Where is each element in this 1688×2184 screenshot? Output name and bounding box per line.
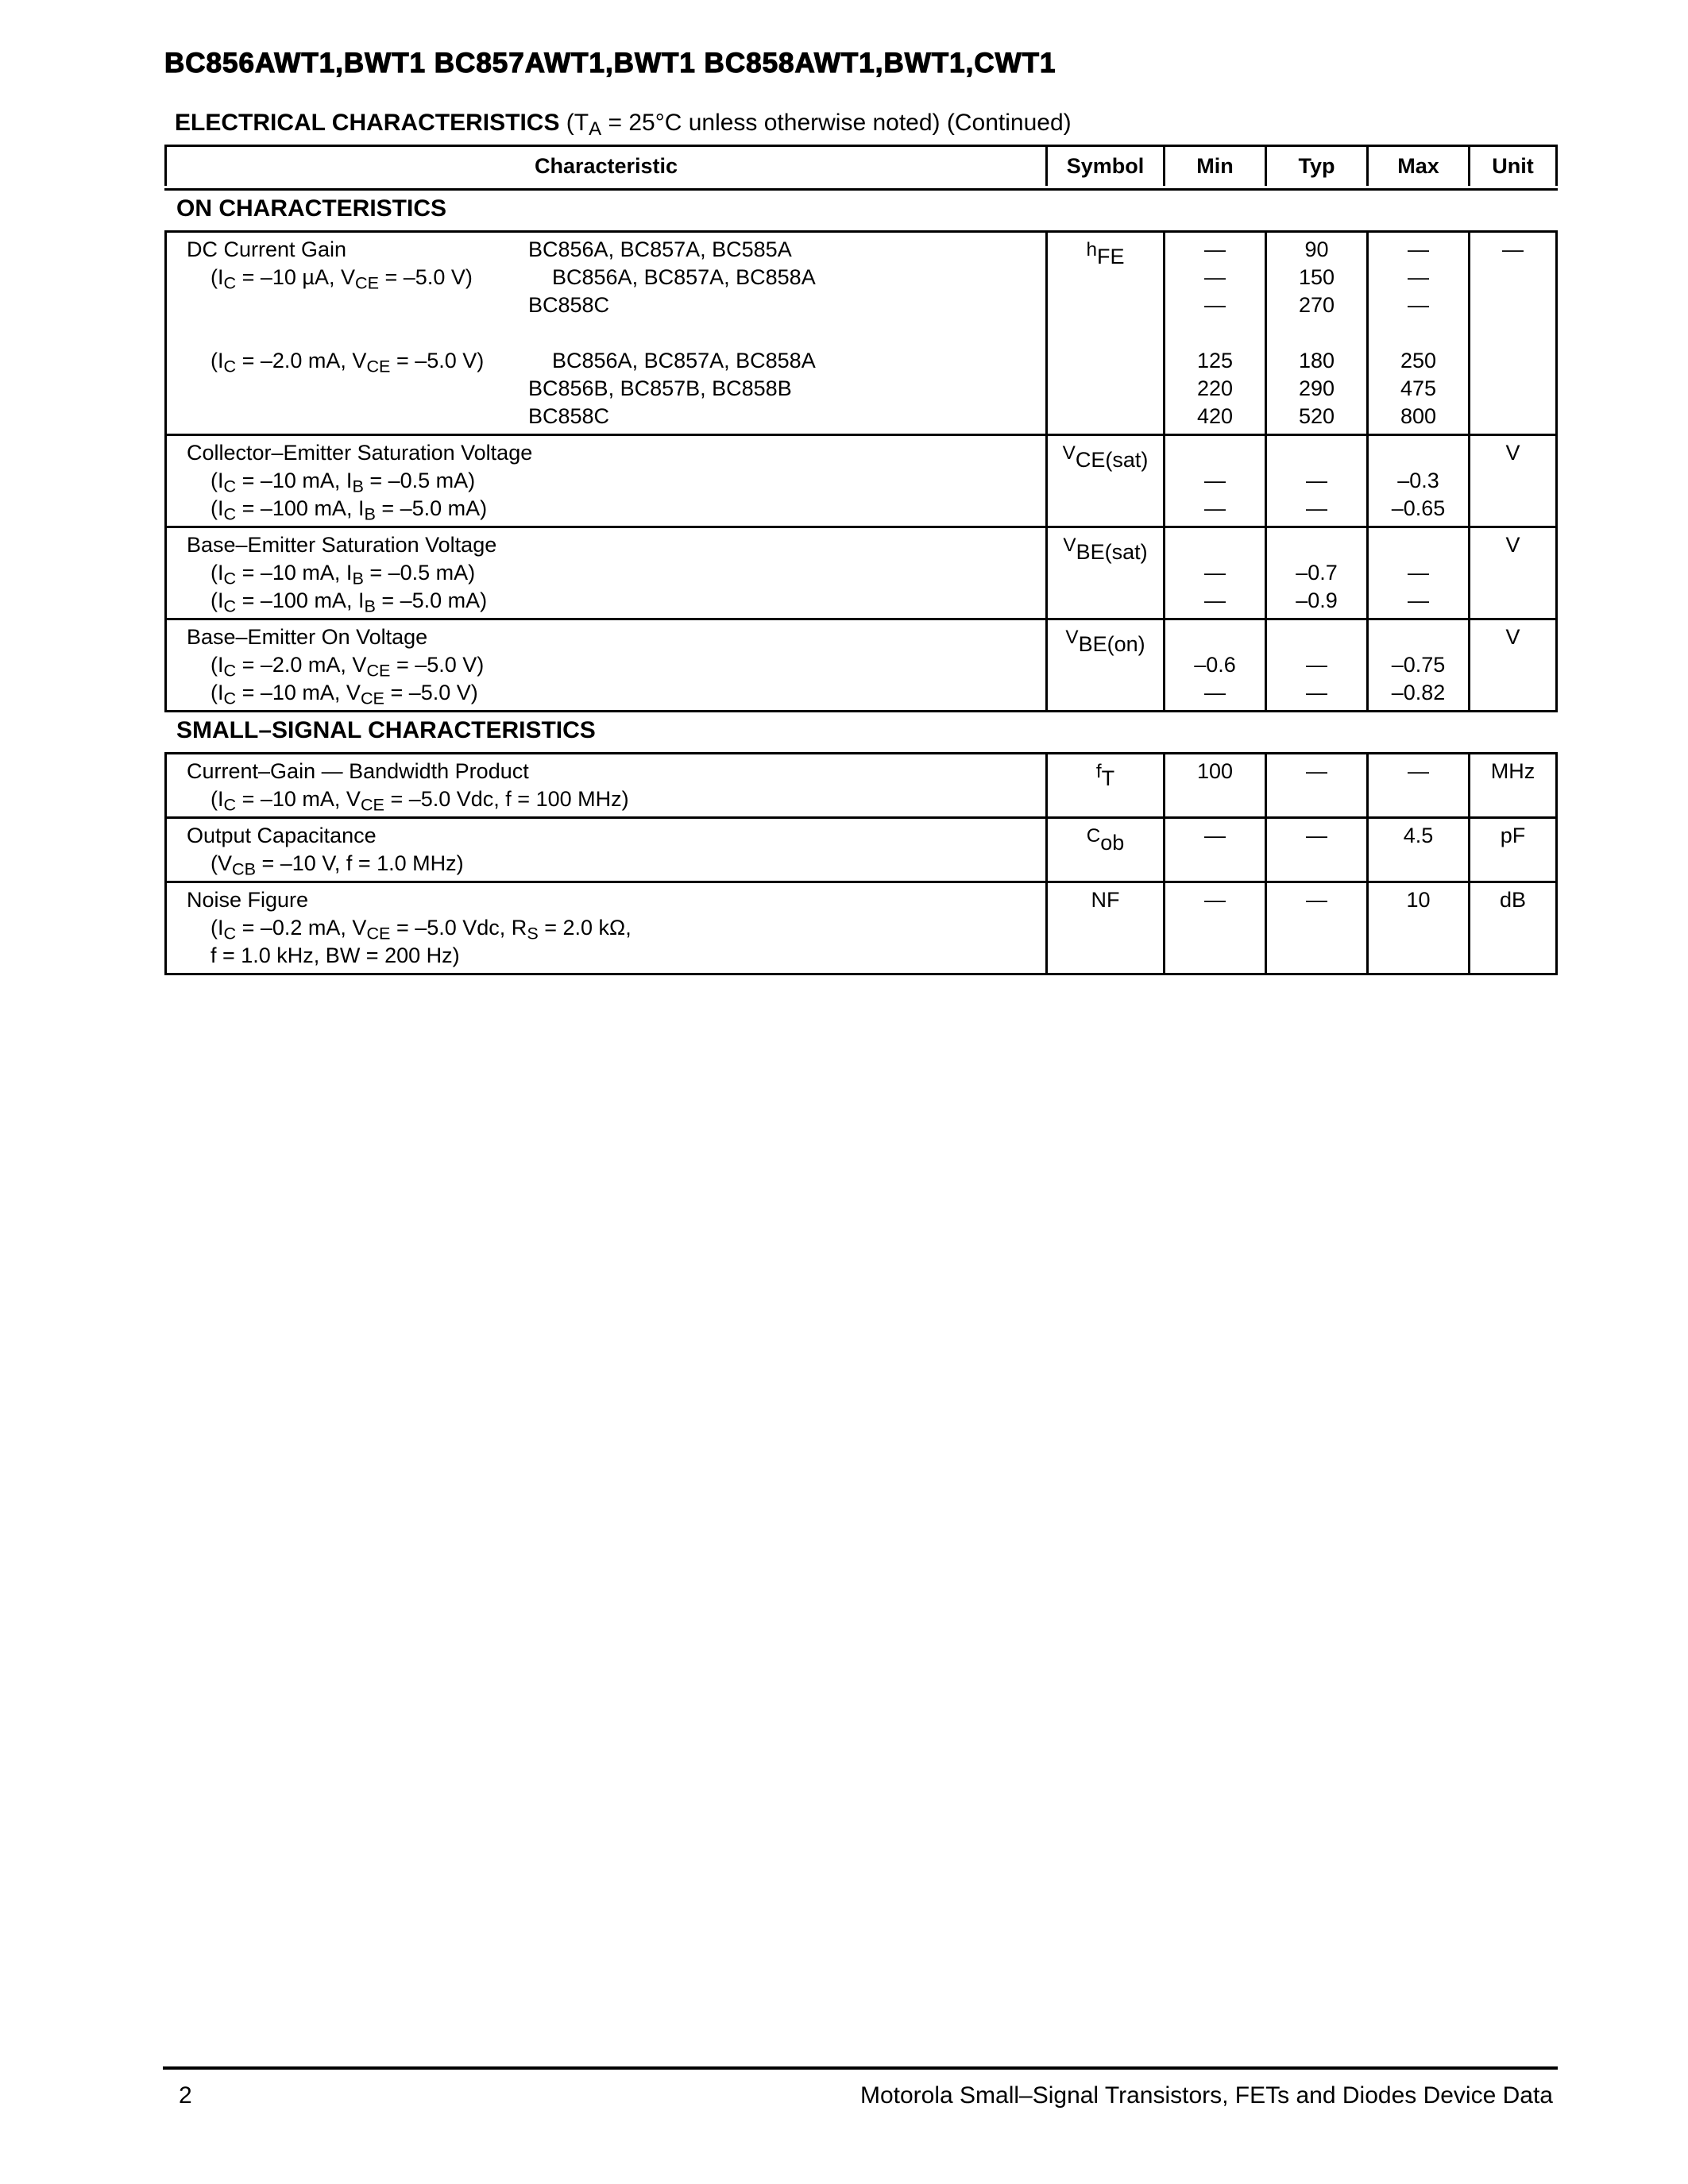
vce-sat-cond-1 [167, 467, 1045, 495]
nf-characteristic [164, 883, 1048, 973]
page-number: 2 [179, 2082, 192, 2109]
vce-sat-symbol [1048, 436, 1165, 526]
electrical-characteristics-heading [175, 110, 1072, 140]
cond-text: (I [211, 349, 224, 372]
unit-cell: MHz [1490, 759, 1535, 783]
footer-divider [163, 2066, 1558, 2070]
cond-text: = –100 mA, I [236, 496, 365, 520]
vbe-sat-max [1369, 528, 1470, 618]
dc-gain-line-7 [167, 403, 1045, 430]
value-cell: — [1306, 653, 1327, 677]
value-cell: 250 [1400, 349, 1437, 372]
heading-bold: ELECTRICAL CHARACTERISTICS [175, 110, 560, 136]
value-cell: 800 [1400, 404, 1437, 428]
value-cell: — [1306, 759, 1327, 783]
vce-sat-characteristic [164, 436, 1048, 526]
value-cell: –0.6 [1194, 653, 1236, 677]
ft-characteristic [164, 754, 1048, 816]
footer-text: Motorola Small–Signal Transistors, FETs and Diodes Device Data [859, 2082, 1553, 2109]
symbol-sub: BE(sat) [1076, 540, 1148, 564]
ft-typ [1267, 754, 1369, 816]
nf-cond-2: f = 1.0 kHz, BW = 200 Hz) [211, 943, 460, 967]
cob-characteristic [164, 819, 1048, 881]
spacer [187, 291, 528, 319]
cond-text: (V [211, 851, 232, 875]
dc-gain-line-5 [167, 347, 1045, 375]
nf-typ [1267, 883, 1369, 973]
value-cell: –0.75 [1391, 653, 1446, 677]
cond-text: = –10 mA, V [236, 787, 361, 811]
cond-text: (I [211, 561, 224, 585]
cond-text: = –0.5 mA) [363, 561, 476, 585]
spacer [187, 375, 528, 403]
cond-sub: C [223, 476, 237, 496]
table-row-dc-current-gain [164, 230, 1558, 436]
table-row-vbe-sat [164, 528, 1558, 620]
value-cell: –0.3 [1397, 469, 1439, 492]
vbe-sat-characteristic [164, 528, 1048, 618]
value-cell: 4.5 [1403, 824, 1434, 847]
col-header-symbol: Symbol [1048, 147, 1165, 186]
table-row-noise-figure [164, 883, 1558, 975]
value-cell: — [1204, 561, 1226, 585]
table-row-vbe-on [164, 620, 1558, 712]
cond-sub: C [223, 504, 237, 524]
spacer [1165, 623, 1265, 651]
symbol-main: h [1086, 239, 1097, 260]
spacer [1369, 319, 1468, 347]
document-title: BC856AWT1,BWT1 BC857AWT1,BWT1 BC858AWT1,BWT1,CWT1 [164, 48, 1056, 79]
cob-typ [1267, 819, 1369, 881]
col-header-unit: Unit [1470, 147, 1558, 186]
cond-text: = –5.0 V) [379, 265, 473, 289]
col-header-characteristic: Characteristic [164, 147, 1048, 186]
vbe-on-min [1165, 620, 1267, 710]
value-cell: 420 [1196, 404, 1234, 428]
nf-min [1165, 883, 1267, 973]
ft-name: Current–Gain — Bandwidth Product [187, 759, 529, 783]
value-cell: 90 [1304, 237, 1329, 261]
ft-symbol [1048, 754, 1165, 816]
cond-text: (I [211, 681, 224, 704]
symbol-sub: CE(sat) [1075, 448, 1149, 472]
cond-sub: B [364, 504, 376, 524]
spacer [187, 403, 528, 430]
cond-sub: CE [360, 794, 384, 815]
dc-gain-line-6 [167, 375, 1045, 403]
symbol-main: V [1062, 442, 1076, 464]
nf-cond-1 [167, 914, 1045, 942]
section-small-signal-label: SMALL–SIGNAL CHARACTERISTICS [176, 717, 596, 743]
table-header-row [164, 145, 1558, 191]
section-on-label: ON CHARACTERISTICS [176, 195, 447, 222]
col-header-max: Max [1369, 147, 1470, 186]
value-cell: –0.82 [1391, 681, 1446, 704]
cond-sub: CE [366, 923, 391, 943]
cond-text: = 2.0 kΩ, [538, 916, 632, 940]
vbe-sat-cond-1 [167, 559, 1045, 587]
dc-gain-part-4: BC856A, BC857A, BC858A [552, 349, 816, 372]
dc-gain-part-5: BC856B, BC857B, BC858B [528, 376, 792, 400]
vbe-on-name: Base–Emitter On Voltage [187, 625, 428, 649]
cond-sub: C [223, 596, 237, 616]
dc-gain-name: DC Current Gain [187, 237, 347, 261]
value-cell: — [1306, 888, 1327, 912]
col-header-typ: Typ [1267, 147, 1369, 186]
cond-text: = –5.0 V) [390, 653, 485, 677]
value-cell: 180 [1298, 349, 1335, 372]
value-cell: — [1408, 561, 1429, 585]
cond-sub: B [364, 596, 376, 616]
heading-cond-rest: = 25°C unless otherwise noted) (Continued) [601, 110, 1072, 136]
dc-gain-max [1369, 233, 1470, 434]
dc-gain-line-1 [167, 236, 1045, 264]
dc-gain-line-2 [167, 264, 1045, 291]
cond-text: (I [211, 469, 224, 492]
cond-text: (I [211, 588, 224, 612]
vce-sat-unit [1470, 436, 1558, 526]
cond-sub: C [223, 794, 237, 815]
symbol-vbe-sat [1048, 531, 1163, 564]
value-cell: — [1204, 237, 1226, 261]
spacer [1267, 439, 1366, 467]
vce-sat-max [1369, 436, 1470, 526]
value-cell: 10 [1406, 888, 1431, 912]
spacer [1165, 319, 1265, 347]
col-header-min: Min [1165, 147, 1267, 186]
spacer [1165, 531, 1265, 559]
spacer [1267, 319, 1366, 347]
symbol-main: V [1065, 627, 1079, 648]
cond-text: = –5.0 Vdc, R [390, 916, 527, 940]
cond-sub: CE [366, 660, 391, 681]
value-cell: — [1204, 469, 1226, 492]
unit-cell: pF [1500, 824, 1526, 847]
symbol-sub: ob [1100, 831, 1125, 855]
value-cell: –0.9 [1296, 588, 1338, 612]
vbe-sat-cond-2 [167, 587, 1045, 615]
value-cell: — [1408, 265, 1429, 289]
symbol-cob [1048, 822, 1163, 855]
cond-sub: B [352, 568, 364, 588]
vbe-sat-name: Base–Emitter Saturation Voltage [187, 533, 497, 557]
cond-text: (I [211, 653, 224, 677]
value-cell: — [1408, 759, 1429, 783]
heading-cond-open: (T [566, 110, 589, 136]
dc-gain-line-3 [167, 291, 1045, 319]
value-cell: 100 [1196, 759, 1234, 783]
symbol-main: f [1095, 761, 1102, 782]
cond-text: = –10 mA, V [236, 681, 361, 704]
unit-cell: dB [1499, 888, 1527, 912]
cond-sub: C [223, 660, 237, 681]
value-cell: — [1204, 588, 1226, 612]
cond-text: = –100 mA, I [236, 588, 365, 612]
cond-sub: S [527, 923, 539, 943]
spacer [167, 319, 1045, 347]
unit-cell: — [1502, 237, 1524, 261]
value-cell: — [1306, 824, 1327, 847]
table-row-vce-sat [164, 436, 1558, 528]
table-row-ft [164, 752, 1558, 819]
vbe-on-unit [1470, 620, 1558, 710]
cond-text: (I [211, 265, 224, 289]
unit-cell: V [1505, 441, 1520, 465]
cond-text: = –10 µA, V [236, 265, 356, 289]
nf-symbol [1048, 883, 1165, 973]
ft-cond-1 [167, 785, 1045, 813]
value-cell: 520 [1298, 404, 1335, 428]
vbe-on-characteristic [164, 620, 1048, 710]
cob-unit [1470, 819, 1558, 881]
value-cell: — [1204, 888, 1226, 912]
spacer [1267, 531, 1366, 559]
ft-min [1165, 754, 1267, 816]
vbe-sat-min [1165, 528, 1267, 618]
value-cell: 125 [1196, 349, 1234, 372]
cond-sub: CE [366, 356, 391, 376]
vbe-on-cond-1 [167, 651, 1045, 679]
dc-gain-part-2: BC856A, BC857A, BC858A [552, 265, 816, 289]
section-on-characteristics [164, 191, 1558, 230]
cond-text: = –2.0 mA, V [236, 349, 367, 372]
spacer [1369, 623, 1468, 651]
vbe-on-symbol [1048, 620, 1165, 710]
symbol-hfe [1048, 236, 1163, 268]
cond-text: = –10 mA, I [236, 469, 353, 492]
value-cell: — [1204, 265, 1226, 289]
cond-sub: C [223, 568, 237, 588]
unit-cell: V [1505, 625, 1520, 649]
value-cell: 270 [1298, 293, 1335, 317]
cond-text: = –5.0 V) [390, 349, 485, 372]
spacer [1369, 439, 1468, 467]
vbe-on-typ [1267, 620, 1369, 710]
value-cell: — [1306, 681, 1327, 704]
cond-text: (I [211, 787, 224, 811]
vbe-sat-typ [1267, 528, 1369, 618]
vbe-sat-symbol [1048, 528, 1165, 618]
cob-max [1369, 819, 1470, 881]
cond-sub: C [223, 356, 237, 376]
value-cell: 290 [1298, 376, 1335, 400]
cond-text: = –5.0 mA) [375, 496, 488, 520]
value-cell: — [1408, 588, 1429, 612]
dc-gain-symbol [1048, 233, 1165, 434]
value-cell: — [1306, 496, 1327, 520]
value-cell: 150 [1298, 265, 1335, 289]
value-cell: 220 [1196, 376, 1234, 400]
spacer [1369, 531, 1468, 559]
cond-sub: CE [355, 272, 380, 293]
value-cell: — [1204, 293, 1226, 317]
ft-unit [1470, 754, 1558, 816]
ft-max [1369, 754, 1470, 816]
section-small-signal-characteristics [164, 712, 1558, 752]
vbe-on-max [1369, 620, 1470, 710]
cond-sub: CE [360, 688, 384, 708]
symbol-vbe-on [1048, 623, 1163, 656]
vce-sat-typ [1267, 436, 1369, 526]
cob-name: Output Capacitance [187, 824, 377, 847]
value-cell: — [1204, 824, 1226, 847]
cond-text: = –10 V, f = 1.0 MHz) [256, 851, 464, 875]
nf-max [1369, 883, 1470, 973]
value-cell: — [1306, 469, 1327, 492]
value-cell: — [1408, 293, 1429, 317]
symbol-vce-sat [1048, 439, 1163, 472]
cond-text: = –5.0 V) [384, 681, 478, 704]
cond-text: = –0.5 mA) [363, 469, 476, 492]
nf-unit [1470, 883, 1558, 973]
value-cell: 475 [1400, 376, 1437, 400]
spacer [1267, 623, 1366, 651]
cob-symbol [1048, 819, 1165, 881]
vce-sat-cond-2 [167, 495, 1045, 523]
value-cell: –0.65 [1391, 496, 1446, 520]
vbe-sat-unit [1470, 528, 1558, 618]
cond-text: = –5.0 Vdc, f = 100 MHz) [384, 787, 629, 811]
symbol-nf: NF [1091, 888, 1120, 912]
cond-sub: C [223, 923, 237, 943]
value-cell: — [1204, 681, 1226, 704]
cond-text: = –2.0 mA, V [236, 653, 367, 677]
heading-cond-sub: A [589, 118, 602, 140]
cond-sub: C [223, 688, 237, 708]
symbol-sub: T [1101, 766, 1115, 790]
dc-gain-part-6: BC858C [528, 404, 610, 428]
symbol-main: V [1063, 534, 1076, 556]
cond-sub: C [223, 272, 237, 293]
cond-text: (I [211, 496, 224, 520]
dc-gain-unit [1470, 233, 1558, 434]
cond-text: (I [211, 916, 224, 940]
dc-gain-min [1165, 233, 1267, 434]
dc-gain-cond-1 [187, 264, 552, 291]
vbe-on-cond-2 [167, 679, 1045, 707]
symbol-sub: BE(on) [1078, 632, 1145, 656]
cond-sub: CB [232, 859, 256, 879]
cond-text: = –0.2 mA, V [236, 916, 367, 940]
dc-gain-part-3: BC858C [528, 293, 610, 317]
table-row-cob [164, 819, 1558, 883]
value-cell: –0.7 [1296, 561, 1338, 585]
characteristics-table [164, 145, 1558, 975]
cond-text: = –10 mA, I [236, 561, 353, 585]
cond-text: = –5.0 mA) [375, 588, 488, 612]
symbol-ft [1048, 758, 1163, 790]
symbol-main: C [1086, 825, 1101, 847]
value-cell: — [1408, 237, 1429, 261]
dc-gain-characteristic [164, 233, 1048, 434]
cob-min [1165, 819, 1267, 881]
unit-cell: V [1505, 533, 1520, 557]
cond-sub: B [352, 476, 364, 496]
cob-cond-1 [167, 850, 1045, 878]
vce-sat-min [1165, 436, 1267, 526]
spacer [1165, 439, 1265, 467]
dc-gain-part-1: BC856A, BC857A, BC585A [528, 237, 792, 261]
value-cell: — [1204, 496, 1226, 520]
nf-name: Noise Figure [187, 888, 309, 912]
dc-gain-cond-2 [187, 347, 552, 375]
dc-gain-typ [1267, 233, 1369, 434]
symbol-sub: FE [1097, 245, 1125, 268]
vce-sat-name: Collector–Emitter Saturation Voltage [187, 441, 533, 465]
